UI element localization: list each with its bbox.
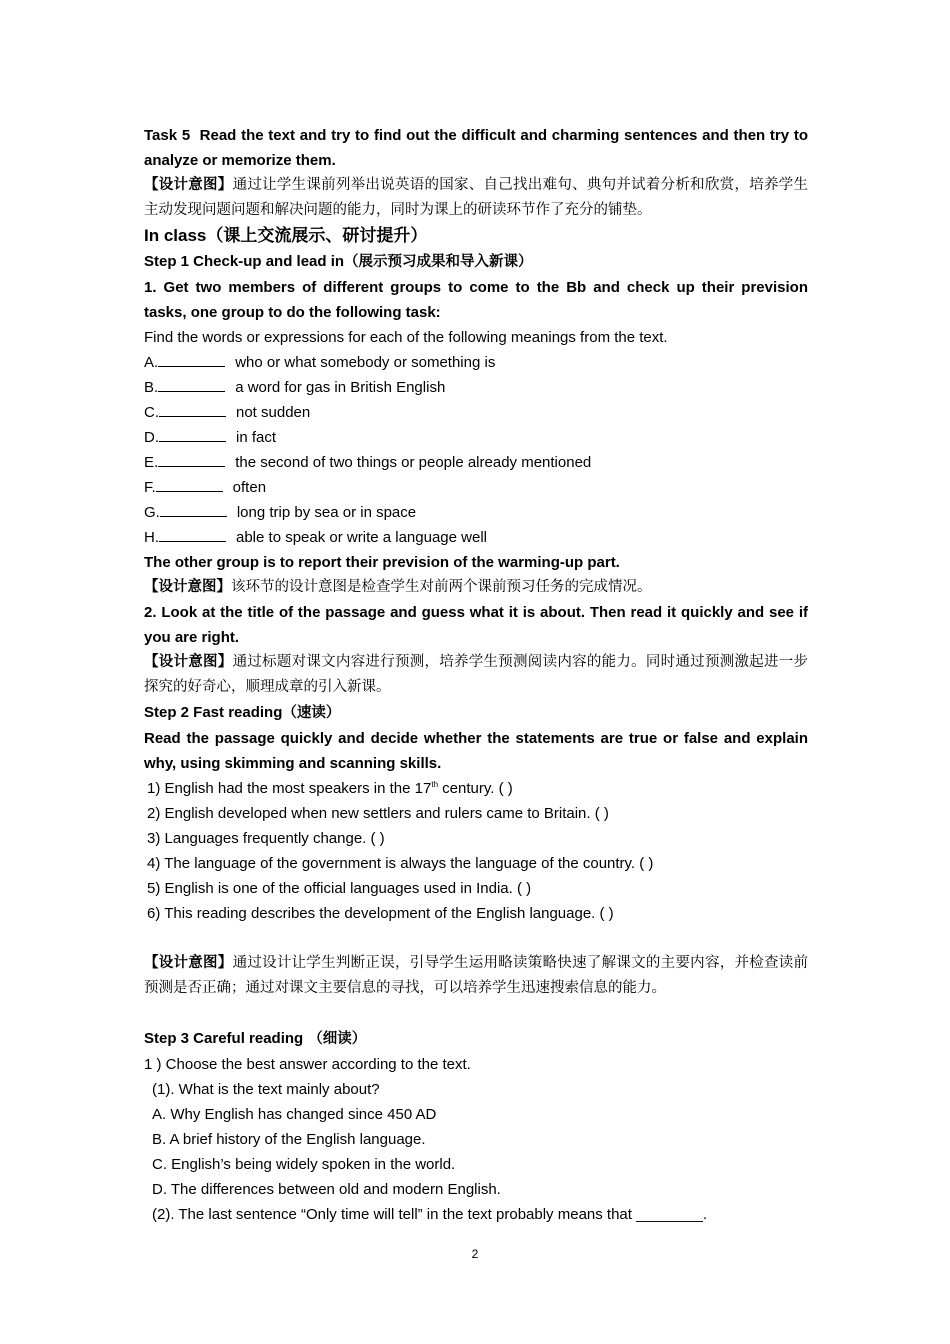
answer-blank[interactable] [160, 502, 227, 517]
statement-2: 2) English developed when new settlers and rulers came to Britain. ( ) [147, 805, 609, 822]
option-d: D. The differences between old and modern English. [152, 1181, 501, 1198]
vocabulary-blank-row [144, 425, 808, 450]
blank-letter: D. [144, 429, 159, 446]
vocabulary-blank-row [144, 525, 808, 550]
vocabulary-blank-row [144, 475, 808, 500]
question-1: (1). What is the text mainly about? [152, 1081, 380, 1098]
blank-meaning: long trip by sea or in space [236, 504, 417, 521]
task5-design-intent: 【设计意图】通过让学生课前列举出说英语的国家、自己找出难句、典句并试着分析和欣赏，培养学生主动发现问题问题和解决问题的能力，同时为课上的研读环节作了充分的铺垫。 [144, 177, 809, 218]
task5-heading: Task 5 Read the text and try to find out the difficult and charming sentences and then try to analyze or memorize them. [144, 127, 809, 169]
blank-letter: G. [144, 504, 160, 521]
vocabulary-blank-row [144, 350, 808, 375]
blank-meaning: not sudden [236, 404, 311, 421]
blank-letter: H. [144, 529, 159, 546]
step3-heading: Step 3 Careful reading （细读） [144, 1030, 367, 1047]
answer-blank[interactable] [159, 402, 226, 417]
blank-meaning: the second of two things or people already mentioned [235, 454, 592, 471]
option-a: A. Why English has changed since 450 AD [152, 1106, 437, 1123]
step2-instruction: Read the passage quickly and decide whether the statements are true or false and explain why, using skimming and scanning skills. [144, 730, 808, 772]
statement-5: 5) English is one of the official languages used in India. ( ) [147, 880, 532, 897]
step1-item1: 1. Get two members of different groups to come to the Bb and check up their prevision tasks, one group to do the following task: [144, 279, 808, 321]
statement-1: 1) English had the most speakers in the 17th century. ( ) [147, 780, 513, 797]
document-page [144, 123, 808, 1227]
blank-line [144, 926, 808, 951]
question-2: (2). The last sentence “Only time will tell” in the text probably means that ________. [152, 1206, 708, 1223]
option-b: B. A brief history of the English language. [152, 1131, 426, 1148]
statement-6: 6) This reading describes the development of the English language. ( ) [147, 905, 614, 922]
step2-design-intent: 【设计意图】通过设计让学生判断正误，引导学生运用略读策略快速了解课文的主要内容，并检查读前预测是否正确；通过对课文主要信息的寻找，可以培养学生迅速搜索信息的能力。 [144, 955, 809, 996]
answer-blank[interactable] [158, 377, 225, 392]
step3-item1: 1 ) Choose the best answer according to the text. [144, 1056, 471, 1073]
blank-letter: F. [144, 479, 156, 496]
blank-letter: A. [144, 354, 159, 371]
step1-design-intent: 【设计意图】该环节的设计意图是检查学生对前两个课前预习任务的完成情况。 [144, 579, 652, 595]
statement-3: 3) Languages frequently change. ( ) [147, 830, 385, 847]
step1-item2: 2. Look at the title of the passage and guess what it is about. Then read it quickly and see if you are right. [144, 604, 808, 646]
blank-meaning: a word for gas in British English [235, 379, 446, 396]
statement-4: 4) The language of the government is always the language of the country. ( ) [147, 855, 654, 872]
in-class-heading: In class（课上交流展示、研讨提升） [144, 226, 428, 246]
answer-blank[interactable] [156, 477, 223, 492]
blank-meaning: able to speak or write a language well [236, 529, 487, 546]
step1-instruction: Find the words or expressions for each of the following meanings from the text. [144, 329, 668, 346]
vocabulary-blank-row [144, 450, 808, 475]
blank-meaning: in fact [236, 429, 277, 446]
answer-blank[interactable] [158, 452, 225, 467]
vocabulary-blank-row [144, 400, 808, 425]
option-c: C. English’s being widely spoken in the world. [152, 1156, 456, 1173]
blank-letter: E. [144, 454, 159, 471]
step1-heading: Step 1 Check-up and lead in（展示预习成果和导入新课） [144, 253, 533, 270]
step2-heading: Step 2 Fast reading（速读） [144, 704, 341, 721]
blank-meaning: who or what somebody or something is [235, 354, 496, 371]
blank-meaning: often [232, 479, 267, 496]
answer-blank[interactable] [158, 352, 225, 367]
vocabulary-blank-row [144, 500, 808, 525]
blank-letter: C. [144, 404, 159, 421]
answer-blank[interactable] [159, 527, 226, 542]
step1-other-group: The other group is to report their prevision of the warming-up part. [144, 554, 620, 571]
step1-design-intent-2: 【设计意图】通过标题对课文内容进行预测，培养学生预测阅读内容的能力。同时通过预测激起进一步探究的好奇心，顺理成章的引入新课。 [144, 654, 809, 695]
blank-letter: B. [144, 379, 159, 396]
blank-line [144, 1001, 808, 1026]
vocabulary-blank-row [144, 375, 808, 400]
vocabulary-blank-list [144, 350, 808, 550]
page-number: 2 [471, 1247, 479, 1261]
answer-blank[interactable] [159, 427, 226, 442]
